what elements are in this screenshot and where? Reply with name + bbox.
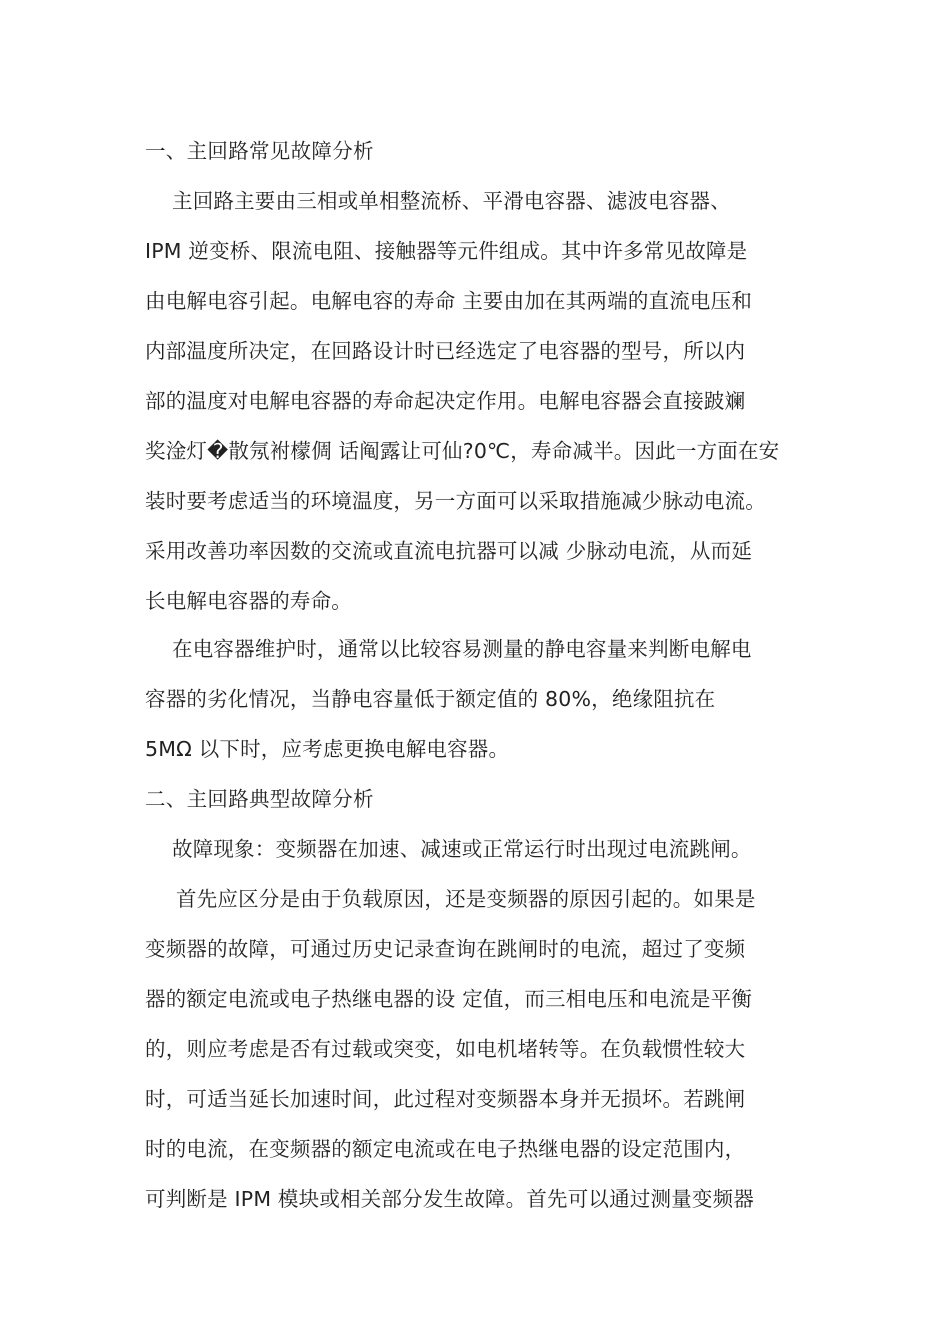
paragraph-line: 主回路主要由三相或单相整流桥、平滑电容器、滤波电容器、 — [172, 189, 731, 213]
paragraph-line: 可判断是 IPM 模块或相关部分发生故障。首先可以通过测量变频器 — [145, 1187, 755, 1211]
paragraph-line: 奖淦灯�散氖袝檬倜 话阄露让可仙?0℃，寿命减半。因此一方面在安 — [145, 439, 780, 463]
paragraph-line: 长电解电容器的寿命。 — [145, 589, 352, 613]
paragraph-line: 装时要考虑适当的环境温度，另一方面可以采取措施减少脉动电流。 — [145, 489, 766, 513]
section-heading-1: 一、主回路常见故障分析 — [145, 139, 374, 163]
paragraph-line: IPM 逆变桥、限流电阻、接触器等元件组成。其中许多常见故障是 — [145, 239, 748, 263]
paragraph-line: 的，则应考虑是否有过载或突变，如电机堵转等。在负载惯性较大 — [145, 1037, 746, 1061]
paragraph-line: 时，可适当延长加速时间，此过程对变频器本身并无损坏。若跳闸 — [145, 1087, 746, 1111]
paragraph-line: 采用改善功率因数的交流或直流电抗器可以减 少脉动电流，从而延 — [145, 539, 753, 563]
paragraph-line: 内部温度所决定，在回路设计时已经选定了电容器的型号，所以内 — [145, 339, 746, 363]
paragraph-line: 首先应区分是由于负载原因，还是变频器的原因引起的。如果是 — [176, 887, 756, 911]
section-heading-2: 二、主回路典型故障分析 — [145, 787, 374, 811]
paragraph-line: 器的额定电流或电子热继电器的设 定值，而三相电压和电流是平衡 — [145, 987, 753, 1011]
paragraph-line: 5MΩ 以下时，应考虑更换电解电容器。 — [145, 737, 510, 761]
paragraph-line: 变频器的故障，可通过历史记录查询在跳闸时的电流，超过了变频 — [145, 937, 746, 961]
paragraph-line: 由电解电容引起。电解电容的寿命 主要由加在其两端的直流电压和 — [145, 289, 753, 313]
paragraph-line: 在电容器维护时，通常以比较容易测量的静电容量来判断电解电 — [172, 637, 752, 661]
paragraph-line: 部的温度对电解电容器的寿命起决定作用。电解电容器会直接跛斓 — [145, 389, 746, 413]
paragraph-line: 容器的劣化情况，当静电容量低于额定值的 80%，绝缘阻抗在 — [145, 687, 716, 711]
fault-phenomenon-line: 故障现象：变频器在加速、减速或正常运行时出现过电流跳闸。 — [172, 837, 752, 861]
paragraph-line: 时的电流，在变频器的额定电流或在电子热继电器的设定范围内， — [145, 1137, 746, 1161]
